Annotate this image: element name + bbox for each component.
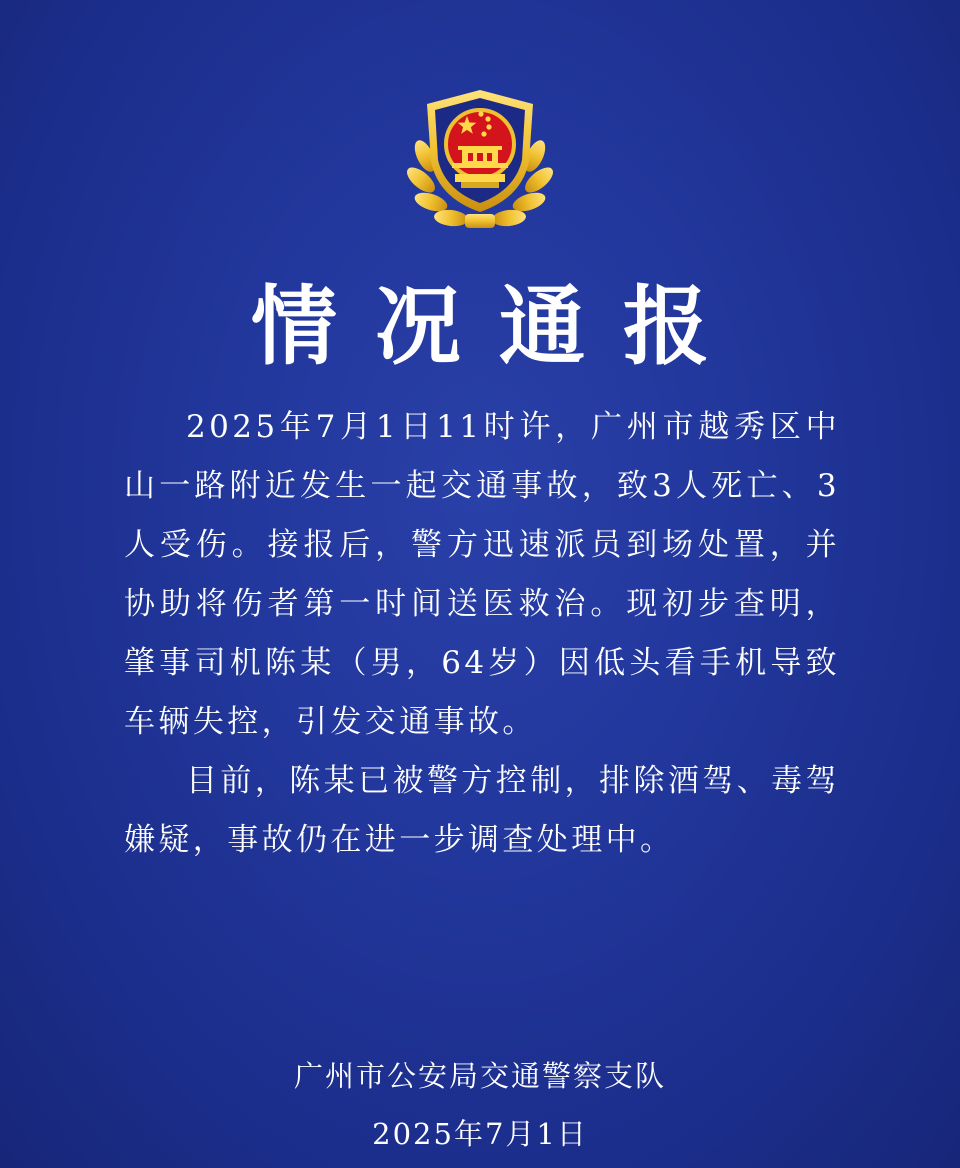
notice-body bbox=[124, 398, 840, 870]
notice-paragraph: 目前，陈某已被警方控制，排除酒驾、毒驾嫌疑，事故仍在进一步调查处理中。 bbox=[124, 763, 840, 858]
issue-date: 2025年7月1日 bbox=[372, 1117, 588, 1151]
police-emblem-icon bbox=[405, 86, 555, 236]
notice-paragraph: 2025年7月1日11时许，广州市越秀区中山一路附近发生一起交通事故，致3人死亡、3人受伤。接报后，警方迅速派员到场处置，并协助将伤者第一时间送医救治。现初步查明，肇事司机陈某（男，64岁）因低头看手机导致车辆失控，引发交通事故。 bbox=[124, 409, 840, 740]
issuer-name: 广州市公安局交通警察支队 bbox=[293, 1059, 666, 1093]
page-title: 情况通报 bbox=[251, 277, 747, 377]
